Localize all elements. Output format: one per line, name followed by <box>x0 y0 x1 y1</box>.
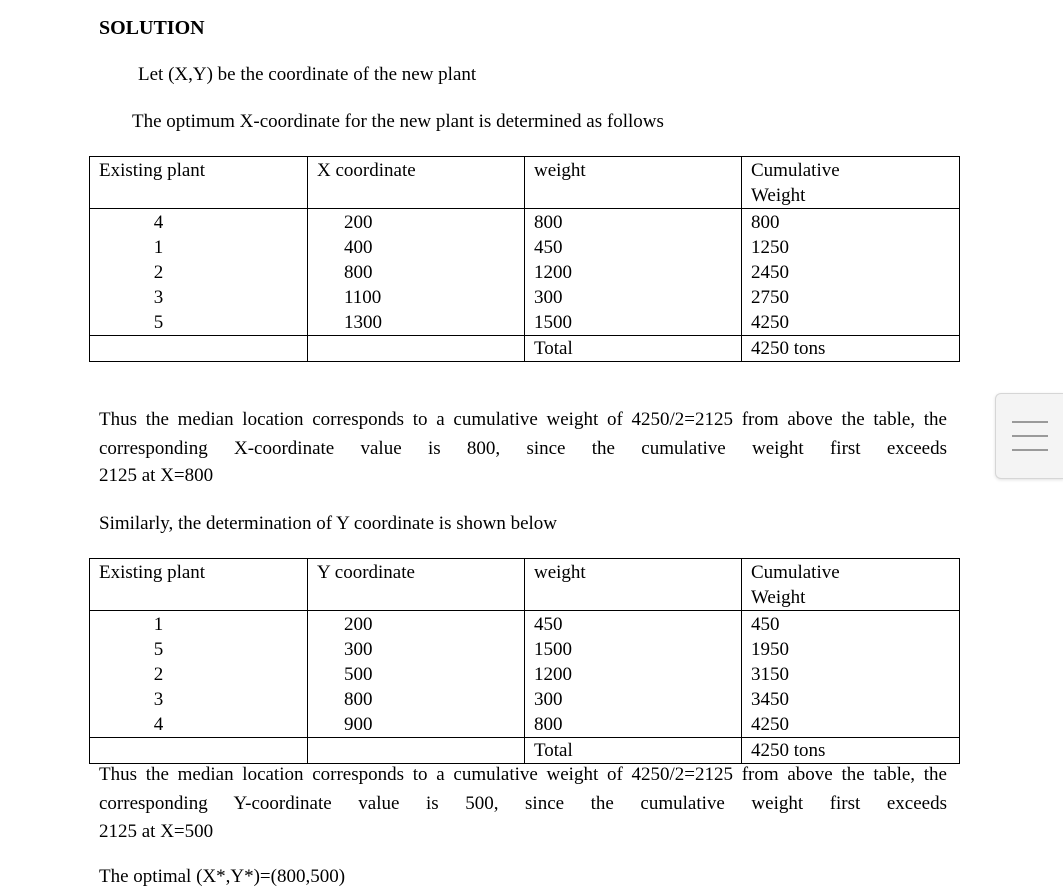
header-weight: weight <box>525 559 742 611</box>
cumulative-cell: 800 <box>751 212 780 233</box>
header-cumulative-weight <box>742 559 960 611</box>
plant-cell: 3 <box>153 287 164 308</box>
weight-cell: 300 <box>534 689 563 710</box>
cumulative-column <box>742 209 960 336</box>
y-coordinate-table <box>89 558 960 764</box>
coord-cell: 500 <box>344 664 373 685</box>
coord-cell: 400 <box>344 237 373 258</box>
coord-cell: 800 <box>344 689 373 710</box>
x-conclusion-text: Thus the median location corresponds to a cumulative weight of 4250/2=2125 from above the table, the corresponding X-coordinate value is 800, since the cumulative weight first exceeds <box>99 409 947 459</box>
plant-cell: 4 <box>153 714 164 735</box>
plant-column <box>90 209 308 336</box>
total-value: 4250 tons <box>742 336 960 362</box>
header-weight: weight <box>525 157 742 209</box>
solution-heading: SOLUTION <box>99 17 205 39</box>
total-value: 4250 tons <box>742 738 960 764</box>
optimal-result-text: The optimal (X*,Y*)=(800,500) <box>99 866 346 887</box>
coord-cell: 200 <box>344 614 373 635</box>
weight-cell: 300 <box>534 287 563 308</box>
header-existing-plant: Existing plant <box>90 559 308 611</box>
coord-cell: 800 <box>344 262 373 283</box>
cumulative-cell: 2750 <box>751 287 789 308</box>
header-y-coordinate: Y coordinate <box>308 559 525 611</box>
header-cumulative-line1: Cumulative <box>751 562 840 583</box>
total-label: Total <box>525 336 742 362</box>
weight-column <box>525 209 742 336</box>
y-intro-text: Similarly, the determination of Y coordinate is shown below <box>99 513 558 534</box>
coord-cell: 200 <box>344 212 373 233</box>
table-body-row <box>90 611 960 738</box>
plant-column <box>90 611 308 738</box>
cumulative-cell: 1950 <box>751 639 789 660</box>
plant-cell: 2 <box>153 262 164 283</box>
cumulative-column <box>742 611 960 738</box>
cumulative-cell: 3150 <box>751 664 789 685</box>
y-conclusion-paragraph <box>99 761 947 847</box>
weight-cell: 1500 <box>534 312 572 333</box>
coord-cell: 300 <box>344 639 373 660</box>
header-x-coordinate: X coordinate <box>308 157 525 209</box>
cumulative-cell: 4250 <box>751 714 789 735</box>
weight-cell: 1500 <box>534 639 572 660</box>
cumulative-cell: 3450 <box>751 689 789 710</box>
header-cumulative-line2: Weight <box>751 185 806 206</box>
coord-cell: 1100 <box>344 287 382 308</box>
header-existing-plant: Existing plant <box>90 157 308 209</box>
plant-cell: 4 <box>153 212 164 233</box>
cumulative-cell: 2450 <box>751 262 789 283</box>
table-total-row <box>90 738 960 764</box>
weight-cell: 800 <box>534 714 563 735</box>
x-coordinate-column <box>308 209 525 336</box>
table-header-row <box>90 157 960 209</box>
cumulative-cell: 1250 <box>751 237 789 258</box>
weight-cell: 450 <box>534 237 563 258</box>
table-total-row <box>90 336 960 362</box>
plant-cell: 1 <box>153 237 164 258</box>
plant-cell: 1 <box>153 614 164 635</box>
table-header-row <box>90 559 960 611</box>
plant-cell: 5 <box>153 639 164 660</box>
weight-cell: 1200 <box>534 262 572 283</box>
weight-cell: 1200 <box>534 664 572 685</box>
x-intro-text: The optimum X-coordinate for the new plant is determined as follows <box>132 111 664 132</box>
y-conclusion-last-line: 2125 at X=500 <box>99 821 214 842</box>
y-coordinate-column <box>308 611 525 738</box>
y-conclusion-text: Thus the median location corresponds to a cumulative weight of 4250/2=2125 from above the table, the corresponding Y-coordinate value is 500, since the cumulative weight first exceeds <box>99 764 947 814</box>
x-conclusion-last-line: 2125 at X=800 <box>99 465 214 486</box>
table-body-row <box>90 209 960 336</box>
weight-cell: 800 <box>534 212 563 233</box>
cumulative-cell: 4250 <box>751 312 789 333</box>
total-label: Total <box>525 738 742 764</box>
x-conclusion-paragraph <box>99 406 947 492</box>
plant-cell: 3 <box>153 689 164 710</box>
coord-cell: 1300 <box>344 312 382 333</box>
plant-cell: 2 <box>153 664 164 685</box>
side-menu-button[interactable] <box>995 393 1063 479</box>
header-cumulative-weight <box>742 157 960 209</box>
header-cumulative-line1: Cumulative <box>751 160 840 181</box>
intro-text: Let (X,Y) be the coordinate of the new plant <box>138 64 477 85</box>
x-coordinate-table <box>89 156 960 362</box>
weight-cell: 450 <box>534 614 563 635</box>
cumulative-cell: 450 <box>751 614 780 635</box>
weight-column <box>525 611 742 738</box>
coord-cell: 900 <box>344 714 373 735</box>
header-cumulative-line2: Weight <box>751 587 806 608</box>
plant-cell: 5 <box>153 312 164 333</box>
